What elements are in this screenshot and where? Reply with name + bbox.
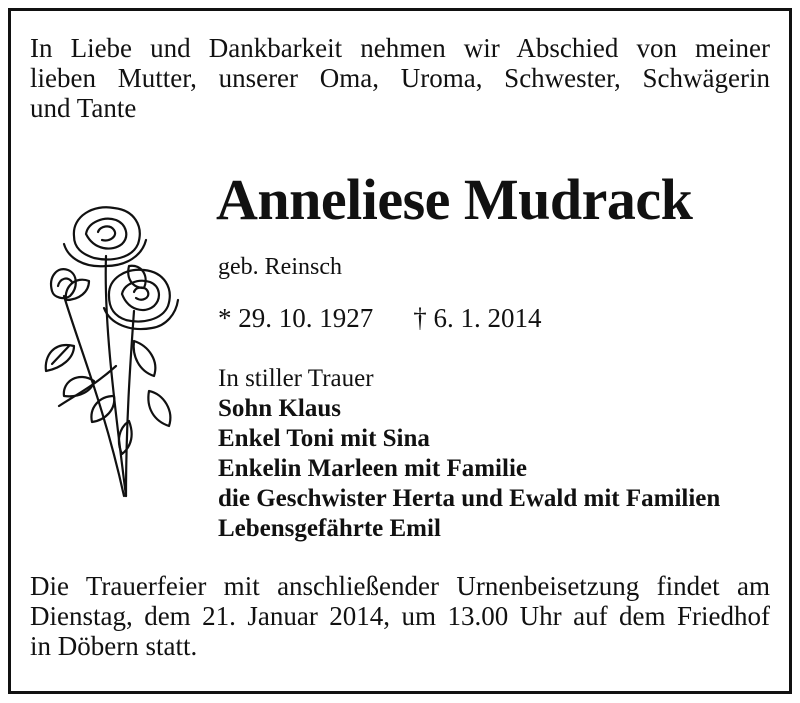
mourners-lead: In stiller Trauer xyxy=(218,365,374,392)
deceased-name: Anneliese Mudrack xyxy=(216,167,693,232)
mourner: Enkel Toni mit Sina xyxy=(218,425,430,452)
roses-illustration-icon xyxy=(34,196,184,506)
closing-line: Die Trauerfeier mit anschließender Urnenbeisetzung findet am xyxy=(30,571,770,601)
intro-text xyxy=(30,33,770,123)
funeral-info xyxy=(30,571,770,661)
intro-line: In Liebe und Dankbarkeit nehmen wir Abschied von meiner xyxy=(30,33,770,63)
mourner: Enkelin Marleen mit Familie xyxy=(218,455,527,482)
mourner: die Geschwister Herta und Ewald mit Familien xyxy=(218,485,721,512)
mourner: Sohn Klaus xyxy=(218,395,341,422)
maiden-name: geb. Reinsch xyxy=(218,254,342,280)
closing-line: in Döbern statt. xyxy=(30,631,198,661)
closing-line: Dienstag, dem 21. Januar 2014, um 13.00 Uhr auf dem Friedhof xyxy=(30,601,770,631)
intro-line: und Tante xyxy=(30,93,137,123)
death-date: † 6. 1. 2014 xyxy=(413,303,542,333)
birth-date: * 29. 10. 1927 xyxy=(218,303,374,333)
mourners-list xyxy=(218,364,720,544)
mourner: Lebensgefährte Emil xyxy=(218,515,441,542)
intro-line: lieben Mutter, unserer Oma, Uroma, Schwester, Schwägerin xyxy=(30,63,770,93)
life-dates xyxy=(218,301,542,335)
